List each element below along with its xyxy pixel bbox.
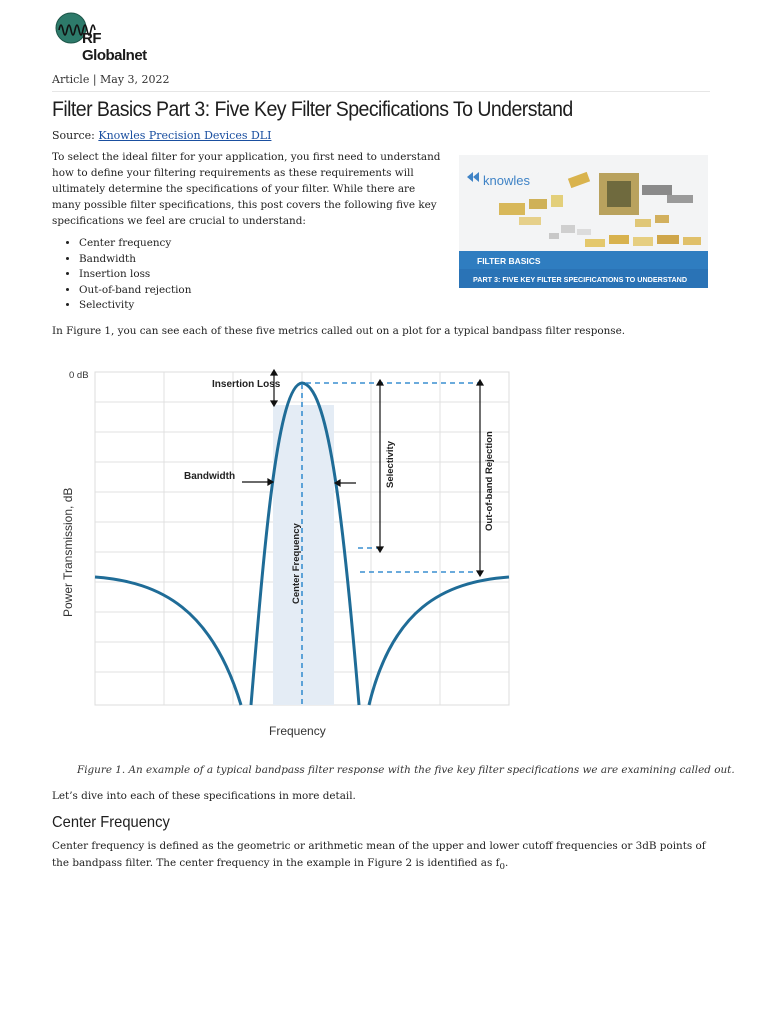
cf-text-b: . bbox=[504, 857, 509, 869]
source-label: Source: bbox=[52, 129, 99, 142]
y-tick-label: 0 dB bbox=[69, 370, 89, 381]
cf-subscript: 0 bbox=[499, 862, 505, 873]
logo-text: RF Globalnet bbox=[82, 30, 147, 64]
section-heading: Center Frequency bbox=[52, 814, 170, 831]
x-axis-label: Frequency bbox=[269, 724, 326, 738]
center-band bbox=[273, 405, 334, 705]
banner-subtitle: PART 3: FIVE KEY FILTER SPECIFICATIONS TO UNDERSTAND bbox=[473, 275, 688, 284]
list-item: • Out-of-band rejection bbox=[79, 283, 191, 299]
figure-intro: In Figure 1, you can see each of these five metrics called out on a plot for a typical bandpass filter response. bbox=[52, 325, 626, 337]
center-frequency-paragraph bbox=[52, 838, 714, 876]
banner-title: FILTER BASICS bbox=[477, 256, 541, 266]
out-of-band-rejection-label: Out-of-band Rejection bbox=[484, 431, 495, 531]
spec-list bbox=[52, 236, 191, 314]
y-axis-label: Power Transmission, dB bbox=[61, 487, 75, 617]
intro-paragraph: To select the ideal filter for your application, you first need to understand how to define your filtering requirements as these requirements will ultimately determine the specifications of your filter. While there are many possible filter specifications, this post covers the following five key specifications we feel are crucial to understand: bbox=[52, 151, 441, 227]
bandwidth-label: Bandwidth bbox=[184, 471, 236, 482]
list-item: • Selectivity bbox=[79, 298, 191, 314]
source-line bbox=[52, 129, 271, 142]
list-item: • Bandwidth bbox=[79, 252, 191, 268]
insertion-loss-label: Insertion Loss bbox=[212, 379, 281, 390]
figure-caption: Figure 1. An example of a typical bandpass filter response with the five key filter specifications we are examining called out. bbox=[77, 764, 735, 776]
cf-text-a: Center frequency is defined as the geometric or arithmetic mean of the upper and lower cutoff frequencies or 3dB points of the bandpass filter. The center frequency in the example in Figure 2 is identified as f bbox=[52, 840, 706, 869]
transition-paragraph: Let’s dive into each of these specifications in more detail. bbox=[52, 790, 356, 802]
page-title: Filter Basics Part 3: Five Key Filter Specifications To Understand bbox=[52, 98, 573, 121]
article-meta: Article | May 3, 2022 bbox=[52, 73, 170, 86]
brand-name: knowles bbox=[483, 173, 530, 188]
list-item: • Center frequency bbox=[79, 236, 191, 252]
rf-globalnet-logo[interactable] bbox=[55, 10, 165, 64]
selectivity-label: Selectivity bbox=[385, 441, 396, 488]
filter-response-chart bbox=[52, 350, 532, 750]
center-frequency-label: Center Frequency bbox=[291, 523, 302, 604]
hero-image bbox=[459, 155, 708, 288]
list-item: • Insertion loss bbox=[79, 267, 191, 283]
divider bbox=[52, 91, 710, 92]
source-link[interactable]: Knowles Precision Devices DLI bbox=[98, 129, 272, 142]
